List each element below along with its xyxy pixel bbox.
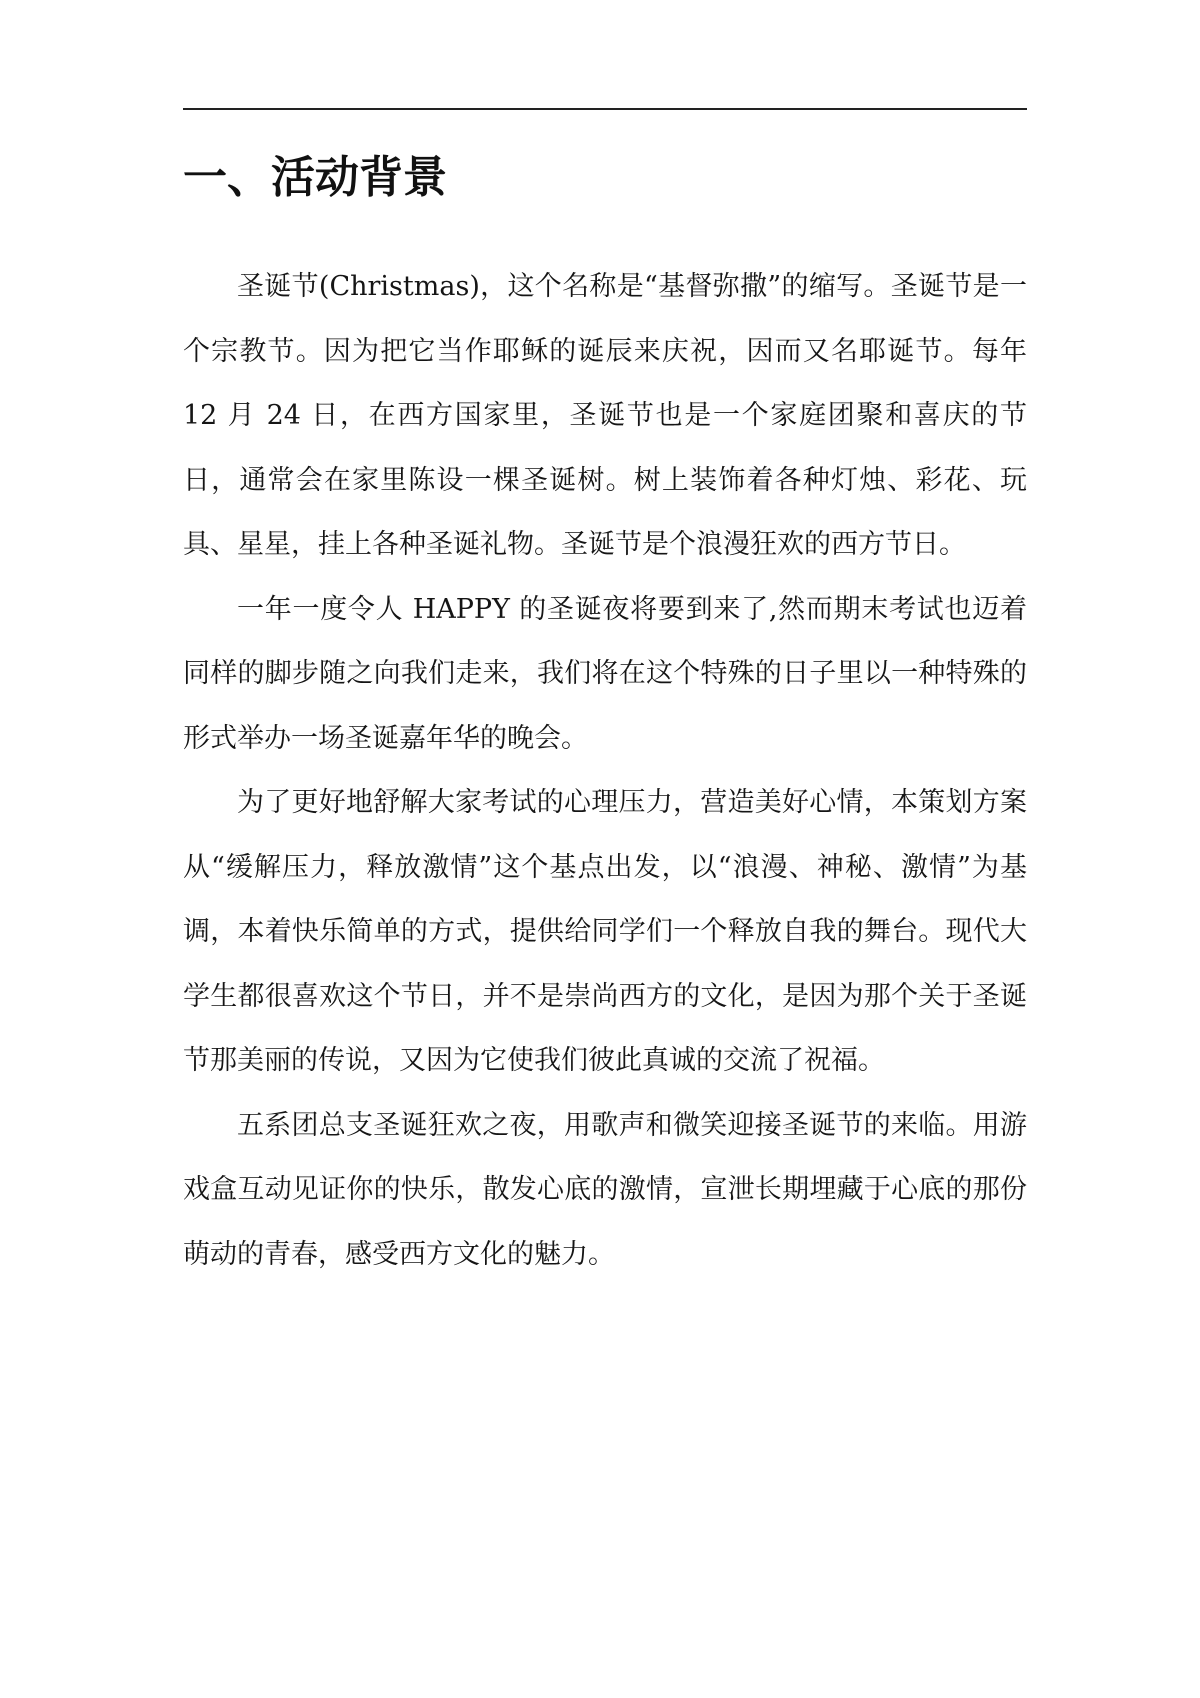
header-rule: [183, 108, 1027, 110]
paragraph-christmas-intro: 圣诞节(Christmas)，这个名称是“基督弥撒”的缩写。圣诞节是一个宗教节。因为把它当作耶稣的诞辰来庆祝，因而又名耶诞节。每年 12 月 24 日，在西方国家里，圣诞节也是一个家庭团聚和喜庆的节日，通常会在家里陈设一棵圣诞树。树上装饰着各种灯烛、彩花、玩具、星星，挂上各种圣诞礼物。圣诞节是个浪漫狂欢的西方节日。: [183, 271, 1027, 560]
section-body: [183, 255, 1027, 1287]
paragraph-plan-purpose: 为了更好地舒解大家考试的心理压力，营造美好心情，本策划方案从“缓解压力，释放激情”这个基点出发，以“浪漫、神秘、激情”为基调，本着快乐简单的方式，提供给同学们一个释放自我的舞台。现代大学生都很喜欢这个节日，并不是崇尚西方的文化，是因为那个关于圣诞节那美丽的传说，又因为它使我们彼此真诚的交流了祝福。: [183, 787, 1027, 1076]
paragraph-event-summary: 五系团总支圣诞狂欢之夜，用歌声和微笑迎接圣诞节的来临。用游戏盒互动见证你的快乐，散发心底的激情，宣泄长期埋藏于心底的那份萌动的青春，感受西方文化的魅力。: [183, 1109, 1027, 1270]
paragraph-christmas-eve: 一年一度令人 HAPPY 的圣诞夜将要到来了,然而期末考试也迈着同样的脚步随之向我们走来，我们将在这个特殊的日子里以一种特殊的形式举办一场圣诞嘉年华的晚会。: [183, 593, 1027, 754]
section-heading: 一、活动背景: [183, 152, 447, 203]
